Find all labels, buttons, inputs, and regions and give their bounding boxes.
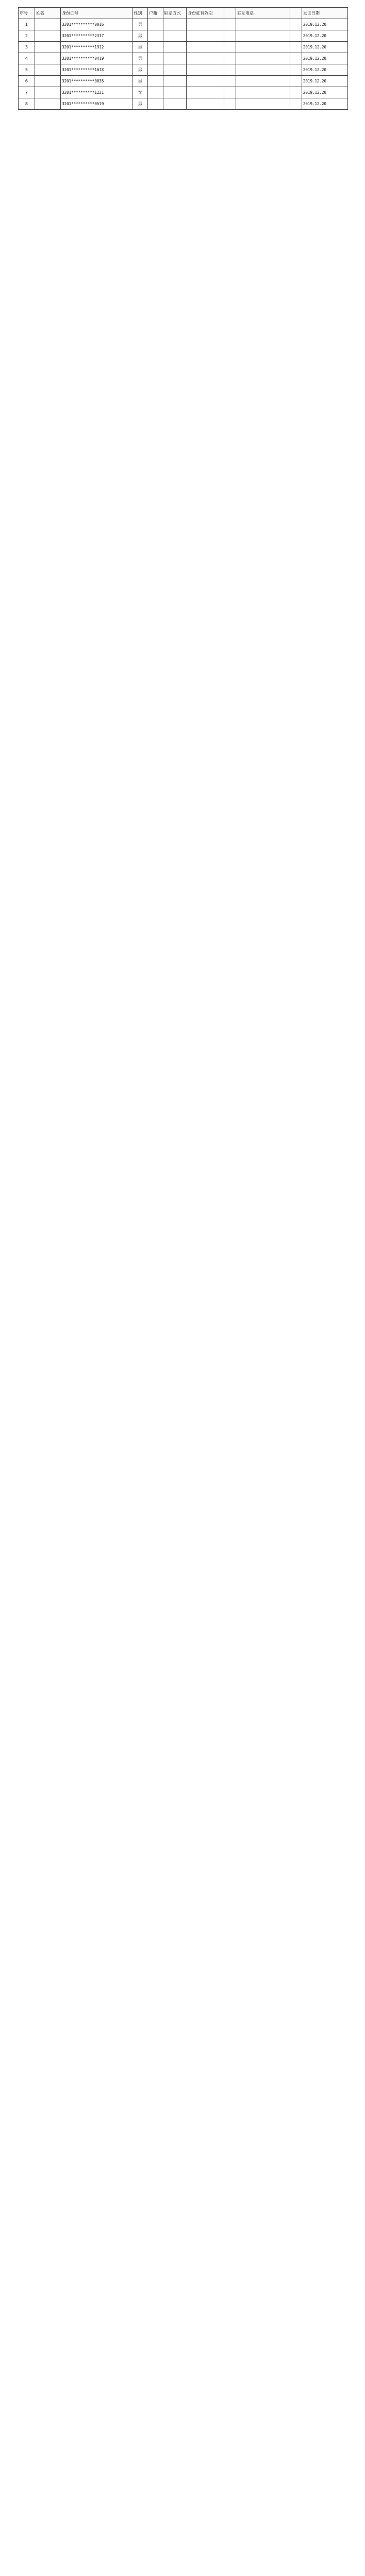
row-id-valid: [187, 76, 224, 87]
row-id-valid: [187, 87, 224, 98]
row-date: 2019.12.20: [302, 98, 347, 110]
row-blank-a: [224, 30, 236, 42]
row-no: 7: [19, 87, 35, 98]
col-no: 序号: [19, 8, 35, 19]
row-id-valid: [187, 42, 224, 53]
row-name: [35, 42, 60, 53]
row-household: [148, 87, 163, 98]
row-blank-b: [290, 42, 302, 53]
row-no: 1: [19, 19, 35, 30]
table-body: [19, 19, 348, 110]
table-row: [19, 98, 348, 110]
table-row: [19, 64, 348, 76]
row-phone: [236, 98, 290, 110]
row-blank-a: [224, 19, 236, 30]
row-phone: [236, 76, 290, 87]
table-row: [19, 19, 348, 30]
row-contact: [163, 76, 187, 87]
row-blank-b: [290, 98, 302, 110]
row-contact: [163, 19, 187, 30]
row-id-valid: [187, 64, 224, 76]
row-name: [35, 53, 60, 64]
row-contact: [163, 87, 187, 98]
row-sex: 男: [132, 76, 148, 87]
row-contact: [163, 53, 187, 64]
row-id: 3201**********161X: [61, 64, 132, 76]
row-blank-a: [224, 64, 236, 76]
row-no: 2: [19, 30, 35, 42]
row-id: 3201**********0519: [61, 98, 132, 110]
row-phone: [236, 53, 290, 64]
row-sex: 男: [132, 53, 148, 64]
header-row: [19, 8, 348, 19]
row-contact: [163, 64, 187, 76]
table-row: [19, 87, 348, 98]
row-blank-a: [224, 76, 236, 87]
row-blank-a: [224, 53, 236, 64]
row-no: 6: [19, 76, 35, 87]
row-blank-a: [224, 87, 236, 98]
row-household: [148, 53, 163, 64]
row-name: [35, 76, 60, 87]
row-sex: 男: [132, 30, 148, 42]
row-no: 4: [19, 53, 35, 64]
row-blank-b: [290, 19, 302, 30]
row-household: [148, 30, 163, 42]
row-household: [148, 64, 163, 76]
col-name: 姓名: [35, 8, 60, 19]
row-household: [148, 19, 163, 30]
row-blank-b: [290, 53, 302, 64]
row-id-valid: [187, 30, 224, 42]
col-id: 身份证号: [61, 8, 132, 19]
row-sex: 男: [132, 42, 148, 53]
row-id: 3201**********1912: [61, 42, 132, 53]
row-date: 2019.12.20: [302, 30, 347, 42]
row-blank-b: [290, 64, 302, 76]
row-id: 3201**********0016: [61, 19, 132, 30]
col-household: 户籍: [148, 8, 163, 19]
row-date: 2019.12.20: [302, 87, 347, 98]
row-id: 3201**********1221: [61, 87, 132, 98]
row-name: [35, 98, 60, 110]
row-phone: [236, 30, 290, 42]
row-blank-a: [224, 42, 236, 53]
row-blank-b: [290, 87, 302, 98]
row-household: [148, 98, 163, 110]
row-name: [35, 19, 60, 30]
row-blank-b: [290, 76, 302, 87]
table-row: [19, 30, 348, 42]
row-phone: [236, 87, 290, 98]
row-id-valid: [187, 53, 224, 64]
data-sheet: [18, 7, 348, 110]
row-date: 2019.12.20: [302, 64, 347, 76]
row-name: [35, 87, 60, 98]
row-date: 2019.12.20: [302, 19, 347, 30]
row-phone: [236, 64, 290, 76]
col-blank-a: [224, 8, 236, 19]
row-name: [35, 30, 60, 42]
col-blank-b: [290, 8, 302, 19]
table-row: [19, 76, 348, 87]
row-phone: [236, 42, 290, 53]
row-contact: [163, 30, 187, 42]
col-contact: 联系方式: [163, 8, 187, 19]
row-id: 3201**********2317: [61, 30, 132, 42]
row-name: [35, 64, 60, 76]
row-date: 2019.12.20: [302, 42, 347, 53]
records-table: [18, 7, 348, 110]
row-phone: [236, 19, 290, 30]
row-household: [148, 42, 163, 53]
row-id-valid: [187, 19, 224, 30]
row-sex: 男: [132, 19, 148, 30]
row-sex: 女: [132, 87, 148, 98]
row-id: 3201**********0035: [61, 76, 132, 87]
row-no: 3: [19, 42, 35, 53]
row-household: [148, 76, 163, 87]
row-no: 8: [19, 98, 35, 110]
col-issue-date: 发证日期: [302, 8, 347, 19]
row-id: 3201**********0419: [61, 53, 132, 64]
row-id-valid: [187, 98, 224, 110]
col-sex: 性别: [132, 8, 148, 19]
row-no: 5: [19, 64, 35, 76]
row-date: 2019.12.20: [302, 53, 347, 64]
col-id-valid: 身份证有效期: [187, 8, 224, 19]
row-blank-a: [224, 98, 236, 110]
table-row: [19, 53, 348, 64]
row-contact: [163, 42, 187, 53]
row-sex: 男: [132, 64, 148, 76]
table-row: [19, 42, 348, 53]
row-date: 2019.12.20: [302, 76, 347, 87]
row-contact: [163, 98, 187, 110]
row-sex: 男: [132, 98, 148, 110]
row-blank-b: [290, 30, 302, 42]
col-phone: 联系电话: [236, 8, 290, 19]
